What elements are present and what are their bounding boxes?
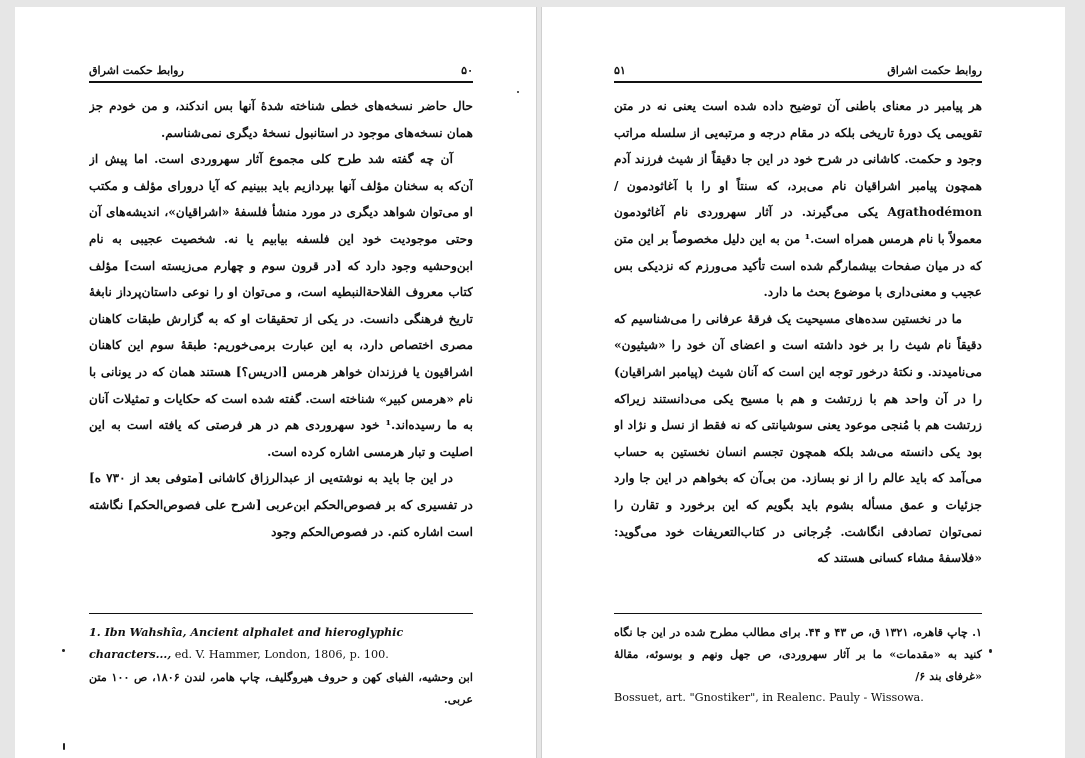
- footnote-persian: ۱. چاپ قاهره، ۱۳۲۱ ق، ص ۴۳ و ۴۴. برای مطالب مطرح شده در این جا نگاه کنید به «مقدمات» ما بر آثار سهروردی، ص جهل ونهم و بوسوئه، مقالهٔ «غرفای بند ۶/: [614, 625, 982, 683]
- footnote-rule: [614, 613, 982, 614]
- footnote-latin-upright: ed. V. Hammer, London, 1806, p. 100.: [171, 648, 389, 661]
- scan-speck: [517, 91, 519, 93]
- running-header: [614, 61, 982, 83]
- footnotes: [614, 621, 982, 709]
- header-title: روابط حکمت اشراق: [887, 64, 982, 77]
- running-header: [89, 61, 473, 83]
- scan-speck: [63, 743, 65, 750]
- page-number: ۵۰: [461, 64, 473, 77]
- scan-speck: [62, 649, 65, 652]
- page-number: ۵۱: [614, 64, 626, 77]
- header-title: روابط حکمت اشراق: [89, 64, 184, 77]
- paragraph: در این جا باید به نوشته‌یی از عبدالرزاق کاشانی [متوفی بعد از ۷۳۰ ه] در تفسیری که بر فصوص‌الحکم ابن‌عربی [شرح علی فصوص‌الحکم] نگاشته است اشاره کنم. در فصوص‌الحکم وجود: [89, 471, 473, 539]
- footnote-latin-italic: 1. Ibn Wahshîa, Ancient alphalet and hieroglyphic characters...,: [89, 625, 404, 661]
- footnote-latin: Bossuet, art. "Gnostiker", in Realenc. Pauly - Wissowa.: [614, 691, 924, 704]
- paragraph: هر پیامبر در معنای باطنی آن توضیح داده شده است یعنی نه در متن تقویمی یک دورهٔ تاریخی بلکه در مقام درجه و مرتبه‌یی از سلسله مراتب وجود و حکمت. کاشانی در شرح خود در این جا دقیقاً از شیث فرزند آدم همچون پیامبر اشراقیان نام می‌برد، که سنتاً او را با آغاثودمون / Agathodémon یکی می‌گیرند. در آثار سهروردی نام آغاثودمون معمولاً با نام هرمس همراه است.¹ من به این دلیل مخصوصاً بر این متن که در میان صفحات بیشمارگم شده است تأکید می‌ورزم که نزدیکی بس عجیب و معنی‌داری با موضوع بحث ما دارد.: [614, 99, 982, 300]
- body-text: [89, 93, 473, 605]
- footnote-rule: [89, 613, 473, 614]
- paragraph: حال حاضر نسخه‌های خطی شناخته شدهٔ آنها بس اندکند، و من خودم جز همان نسخه‌های موجود در استانبول نسخهٔ دیگری نمی‌شناسم.: [89, 99, 473, 140]
- footnotes: [89, 621, 473, 710]
- paragraph: ما در نخستین سده‌های مسیحیت یک فرقهٔ عرفانی را می‌شناسیم که دقیقاً نام شیث را بر خود داشته است و اعضای آن خود را «شیثیون» می‌نامیدند. و نکتهٔ درخور توجه این است که آنان شیث (پیامبر اشراقیان) را در آن واحد هم با زرتشت و هم با مسیح یکی می‌دانستند زیراکه زرتشت هم با مُنجی موعود یعنی سوشیانتی که نه فقط از نسل و نژاد او بود یکی دانسته می‌شد بلکه همچون تجسم انسان نخستین به حساب می‌آمد که باید عالم را از نو بسازد. من بی‌آن که بخواهم در این جا وارد جزئیات و عمق مسأله بشوم باید بگویم که این برخورد و تقارن را نمی‌توان تصادفی انگاشت. جُرجانی در کتاب‌التعریفات خود می‌گوید: «فلاسفهٔ مشاء کسانی هستند که: [614, 311, 982, 566]
- body-text: [614, 93, 982, 605]
- paragraph: آن چه گفته شد طرح کلی مجموع آثار سهروردی است. اما پیش از آن‌که به سخنان مؤلف آنها بپردازیم باید ببینیم که آیا درورای مؤلف و مکتب او می‌توان شواهد دیگری در مورد منشأ فلسفهٔ «اشراقیان»، اندیشه‌های آن وحتی موجودیت خود این فلسفه بیابیم یا نه. شخصیت عجیبی به نام ابن‌وحشیه وجود دارد که [در قرون سوم و چهارم می‌زیسته است] مؤلف کتاب معروف الفلاحة‌النبطیه است، و می‌توان او را نوعی داستان‌پرداز نابغهٔ تاریخ فرهنگی دانست. در یکی از تحقیقات او که به گزارش طبقات کاهنان مصری اختصاص دارد، به این عبارت برمی‌خوریم: طبقهٔ سوم این کاهنان اشراقیون یا فرزندان خواهر هرمس [ادریس؟] هستند همان که در یونانی با نام «هرمس کبیر» شناخته است. گفته شده است که حکایات و تمثیلات آنان به ما رسیده‌اند.¹ خود سهروردی هم در هر فرصتی که یافته است به این اصلیت و تبار هرمسی اشاره کرده است.: [89, 152, 473, 459]
- page-left: [15, 7, 537, 758]
- scan-speck: [989, 649, 992, 653]
- page-right: [541, 7, 1065, 758]
- footnote-latin: [89, 621, 473, 666]
- footnote-persian: ابن وحشیه، الفبای کهن و حروف هیروگلیف، چاپ هامر، لندن ۱۸۰۶، ص ۱۰۰ متن عربی.: [89, 670, 473, 706]
